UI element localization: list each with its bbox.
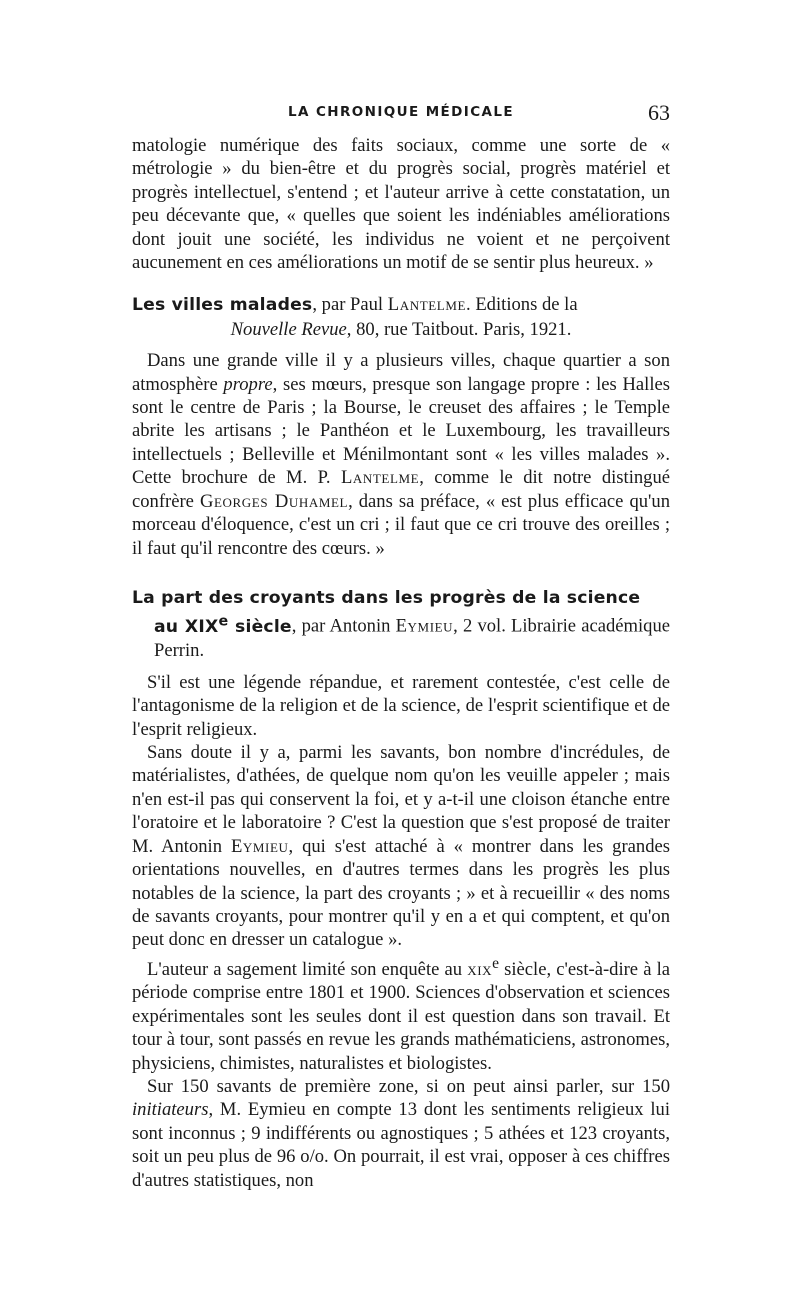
review-heading-villes-malades xyxy=(132,293,670,317)
review-paragraph xyxy=(132,741,670,952)
title-run: siècle xyxy=(228,617,292,638)
page-body xyxy=(132,134,670,1192)
text-run: siècle, c'est-à-dire à la période comprise entre 1801 et 1900. Sciences d'observation et sciences expérimentales sont les seules dont il est question dans son travail. Et tour à tour, sont passés en revue les grands mathématiciens, astronomes, physiciens, chimistes, naturalistes et biologistes. xyxy=(132,958,671,1074)
text-run: , qui s'est attaché à « montrer dans les grandes orientations nouvelles, en d'autres termes dans les progrès les plus notables de la science, la part des croyants ; » et à recueillir « des noms de savants croyants, pour montrer qu'il y en a et qui comptent, et qu'on peut donc en dresser un catalogue ». xyxy=(132,835,670,951)
text-run: Sans doute il y a, parmi les savants, bon nombre d'incrédules, de matérialistes, d'athées, de quelque nom qu'on les veuille appeler ; mais n'en est-il pas qui conservent la foi, et y a-t-il une cloison étanche entre l'oratoire et le laboratoire ? C'est la question que s'est proposé de traiter M. Antonin xyxy=(132,742,670,857)
author-name: Eymieu xyxy=(230,835,289,857)
title-superscript: e xyxy=(218,613,229,630)
page-number: 63 xyxy=(648,100,670,125)
review-author: Lantelme xyxy=(387,294,467,316)
review-paragraph: S'il est une légende répandue, et rarement contestée, c'est celle de l'antagonisme de la religion et de la science, de l'esprit scientifique et de l'esprit religieux. xyxy=(132,671,670,740)
review-paragraph xyxy=(132,952,670,1075)
italic-run: propre xyxy=(223,373,273,395)
review-heading-continued xyxy=(132,610,670,663)
review-author: Eymieu xyxy=(395,616,454,638)
opening-paragraph: matologie numérique des faits sociaux, comme une sorte de « métrologie » du bien-être et du progrès social, progrès matériel et progrès intellectuel, s'entend ; et l'auteur arrive à cette constatation, un peu décevante que, « quelles que soient les indéniables améliorations dont jouit une société, les individus ne voient et ne perçoivent aucunement en ces améliorations un motif de se sentir plus heureux. » xyxy=(132,135,670,274)
review-paragraph xyxy=(132,349,670,560)
italic-run: initiateurs xyxy=(132,1099,209,1121)
review-title-continued xyxy=(154,613,292,638)
text-run: Dans une grande ville il y a plusieurs villes, chaque quartier a son atmosphère xyxy=(132,350,670,395)
review-heading-croyants xyxy=(132,586,670,610)
review-title: La part des croyants dans les progrès de la science xyxy=(132,587,641,608)
century-superscript: e xyxy=(492,954,499,972)
text-run: , comme le dit notre distingué confrère xyxy=(132,467,670,512)
review-title: Les villes malades xyxy=(132,295,313,316)
confrere-name: Georges Duhamel xyxy=(199,490,349,512)
running-title: LA CHRONIQUE MÉDICALE xyxy=(288,104,514,120)
century-numeral: xix xyxy=(467,958,493,980)
text-run: L'auteur a sagement limité son enquête au xyxy=(147,958,468,980)
review-paragraph xyxy=(132,1075,670,1192)
page-header xyxy=(132,100,670,128)
review-byline: , par Paul xyxy=(312,294,388,316)
publisher-address: , 80, rue Taitbout. Paris, 1921. xyxy=(346,318,572,340)
title-run: au XIX xyxy=(154,617,219,638)
text-run: , dans sa préface, « est plus efficace qu'un morceau d'éloquence, c'est un cri ; il faut que ce cri trouve des oreilles ; il faut qu'il rencontre des cœurs. » xyxy=(132,490,670,559)
review-publisher-line xyxy=(132,318,670,341)
text-run: Sur 150 savants de première zone, si on peut ainsi parler, sur 150 xyxy=(147,1075,670,1097)
review-publisher: , 2 vol. Librairie académique Perrin. xyxy=(154,616,670,662)
text-run: , M. Eymieu en compte 13 dont les sentiments religieux lui sont inconnus ; 9 indifférents ou agnostiques ; 5 athées et 123 croyants, soit un peu plus de 96 o/o. On pourrait, il est vrai, opposer à ces chiffres d'autres statistiques, non xyxy=(132,1099,670,1191)
review-byline: , par Antonin xyxy=(291,616,396,638)
text-run: , ses mœurs, presque son langage propre : les Halles sont le centre de Paris ; la Bourse, le creuset des affaires ; le Temple abrite les artisans ; le Panthéon et le Luxembourg, les travailleurs intellectuels ; Belleville et Ménilmontant sont « les villes malades ». Cette brochure de M. P. xyxy=(132,373,670,489)
journal-name: Nouvelle Revue xyxy=(230,318,347,340)
review-publisher-start: . Editions de la xyxy=(466,294,578,316)
author-name: Lantelme xyxy=(340,467,420,489)
